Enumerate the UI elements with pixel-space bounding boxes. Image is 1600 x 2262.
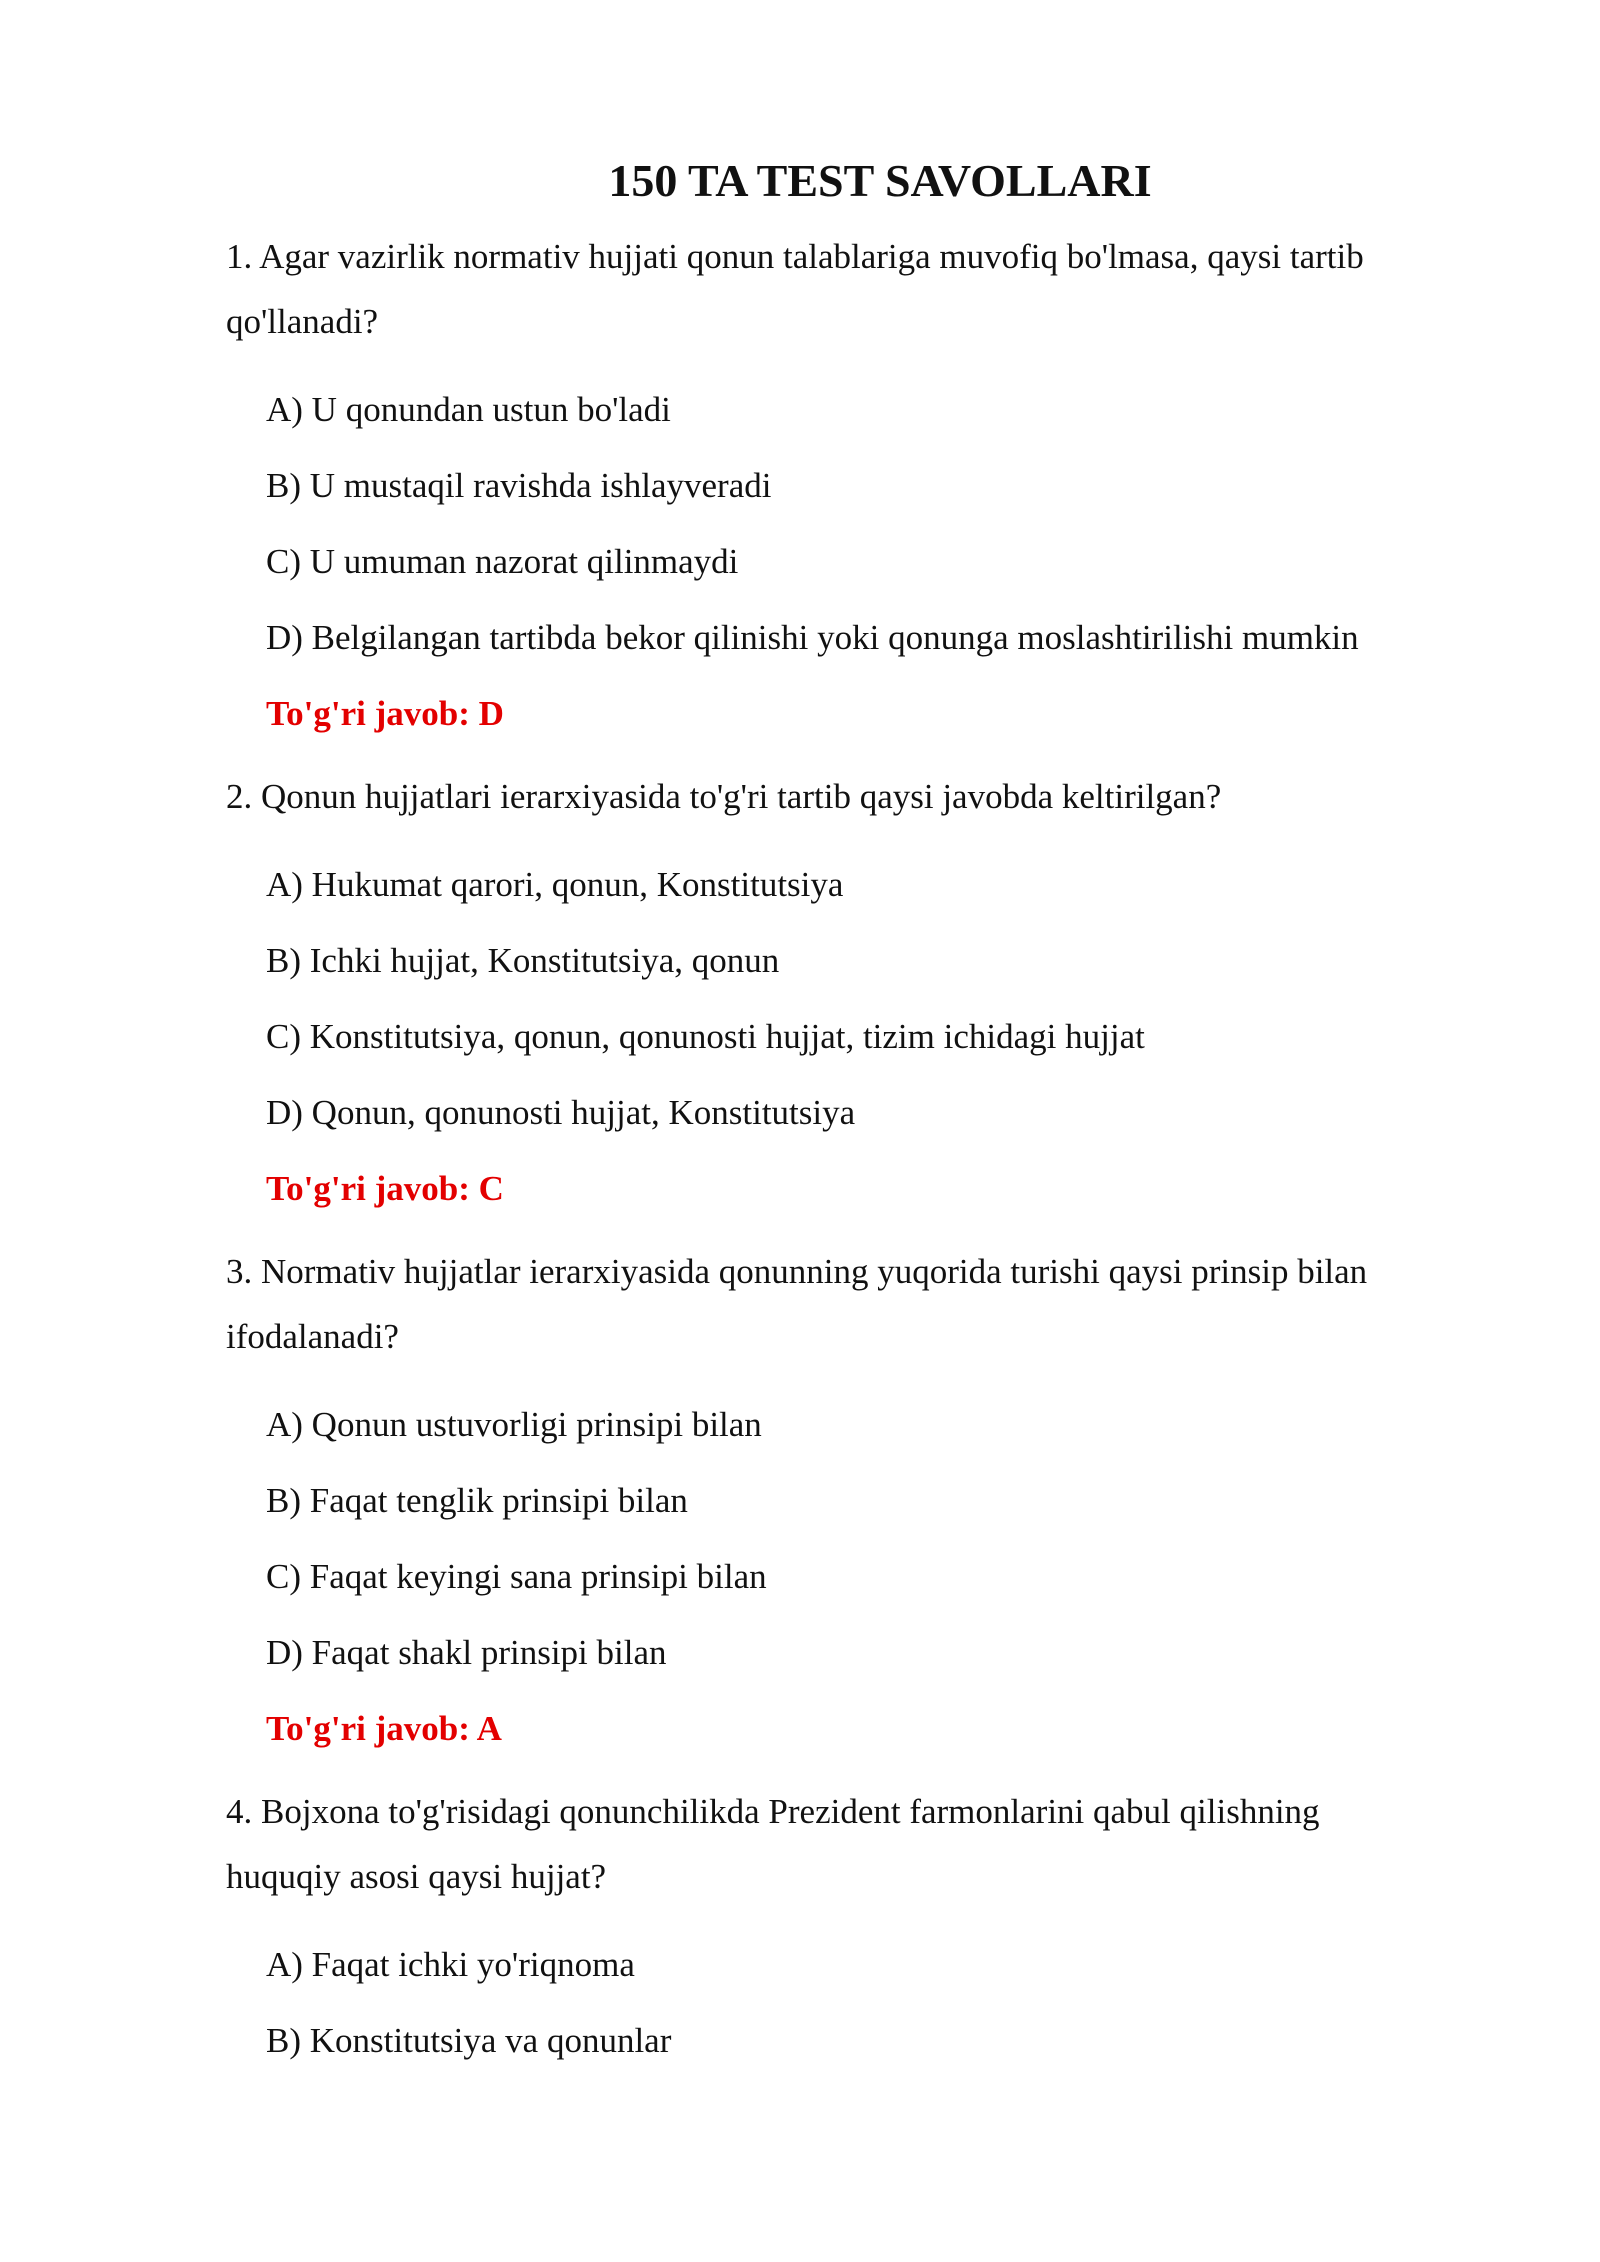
options-list xyxy=(226,1387,1440,1691)
options-list xyxy=(226,847,1440,1151)
options-list xyxy=(226,372,1440,676)
correct-answer: To'g'ri javob: D xyxy=(266,694,504,733)
options-list xyxy=(226,1927,1440,2079)
question-text: 3. Normativ hujjatlar ierarxiyasida qonunning yuqorida turishi qaysi prinsip bilan ifodalanadi? xyxy=(226,1252,1368,1356)
option-b: B) Faqat tenglik prinsipi bilan xyxy=(266,1481,688,1520)
option-b: B) Konstitutsiya va qonunlar xyxy=(266,2021,672,2060)
option-d: D) Qonun, qonunosti hujjat, Konstitutsiya xyxy=(266,1093,856,1132)
option-c: C) Faqat keyingi sana prinsipi bilan xyxy=(266,1557,767,1596)
question-text: 4. Bojxona to'g'risidagi qonunchilikda Prezident farmonlarini qabul qilishning huquqiy asosi qaysi hujjat? xyxy=(226,1792,1320,1896)
page-title: 150 TA TEST SAVOLLARI xyxy=(608,155,1152,206)
option-a: A) Faqat ichki yo'riqnoma xyxy=(266,1945,635,1984)
option-d: D) Faqat shakl prinsipi bilan xyxy=(266,1633,667,1672)
option-c: C) Konstitutsiya, qonun, qonunosti hujjat, tizim ichidagi hujjat xyxy=(266,1017,1145,1056)
question-text: 1. Agar vazirlik normativ hujjati qonun talablariga muvofiq bo'lmasa, qaysi tartib qo'llanadi? xyxy=(226,237,1364,341)
correct-answer: To'g'ri javob: A xyxy=(266,1709,502,1748)
question-block-4 xyxy=(226,1779,1440,2079)
option-b: B) U mustaqil ravishda ishlayveradi xyxy=(266,466,772,505)
question-block-1 xyxy=(226,224,1440,752)
question-block-3 xyxy=(226,1239,1440,1767)
option-b: B) Ichki hujjat, Konstitutsiya, qonun xyxy=(266,941,780,980)
question-block-2 xyxy=(226,764,1440,1227)
option-a: A) Hukumat qarori, qonun, Konstitutsiya xyxy=(266,865,844,904)
option-a: A) Qonun ustuvorligi prinsipi bilan xyxy=(266,1405,762,1444)
option-a: A) U qonundan ustun bo'ladi xyxy=(266,390,671,429)
option-c: C) U umuman nazorat qilinmaydi xyxy=(266,542,739,581)
question-text: 2. Qonun hujjatlari ierarxiyasida to'g'ri tartib qaysi javobda keltirilgan? xyxy=(226,777,1222,816)
option-d: D) Belgilangan tartibda bekor qilinishi yoki qonunga moslashtirilishi mumkin xyxy=(266,618,1359,657)
correct-answer: To'g'ri javob: C xyxy=(266,1169,504,1208)
